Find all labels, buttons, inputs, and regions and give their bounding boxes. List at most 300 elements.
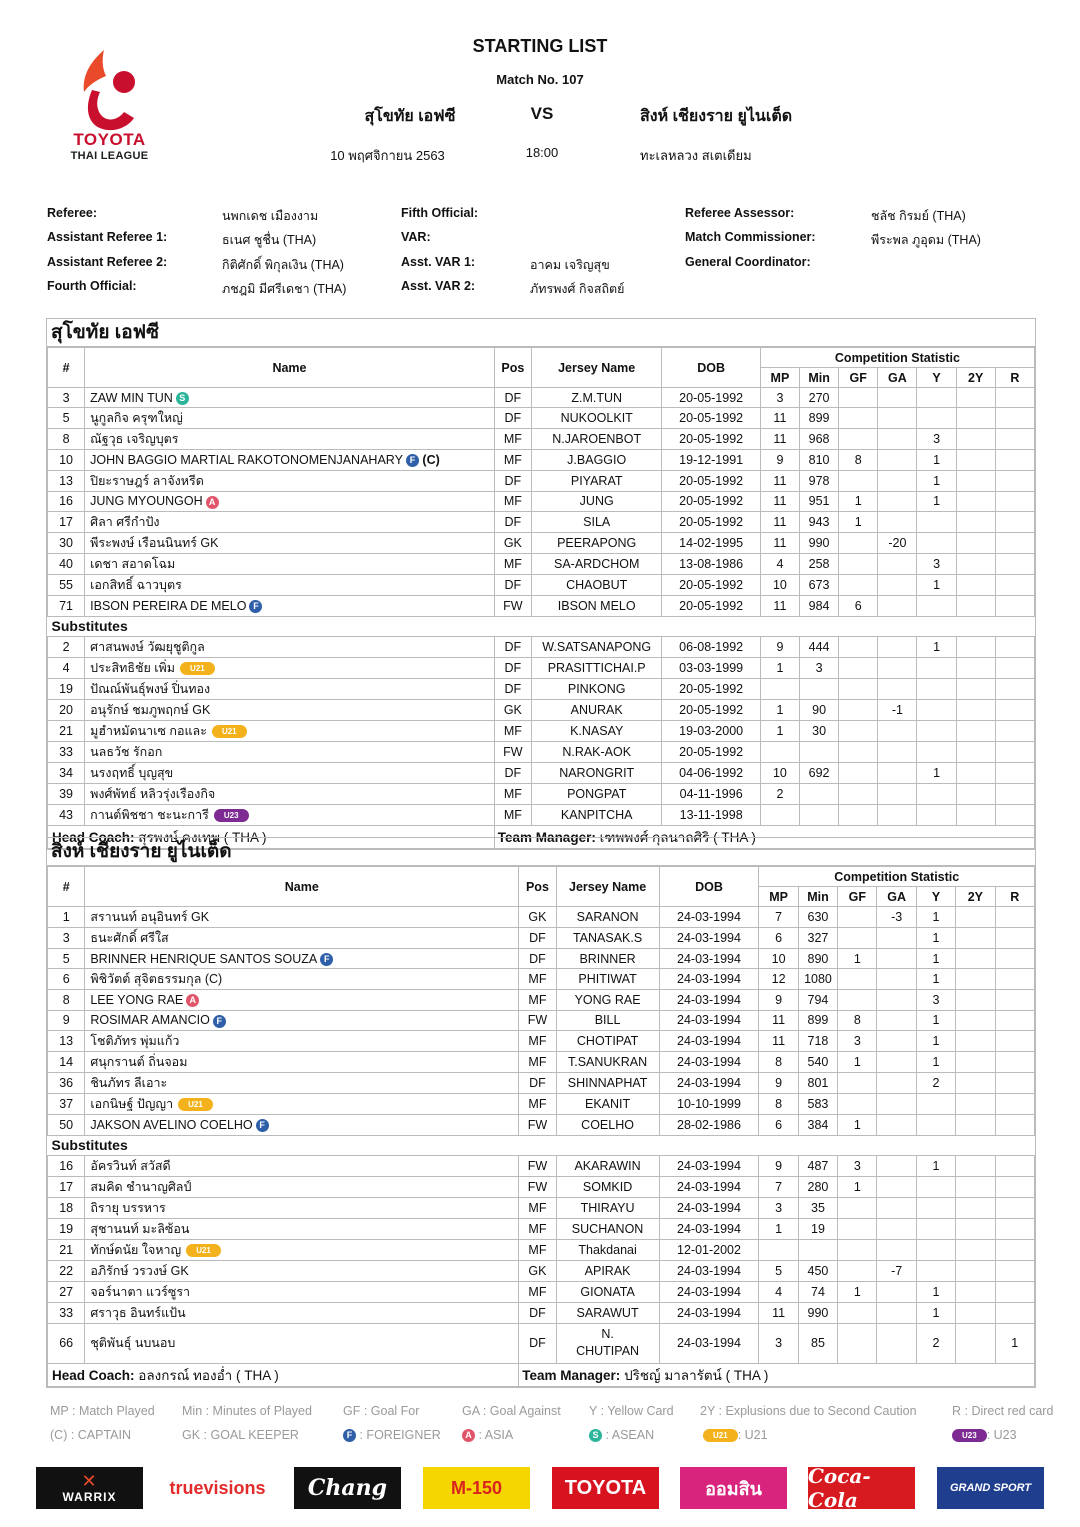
stat-min: 718	[798, 1031, 837, 1052]
player-number: 50	[48, 1115, 85, 1135]
player-pos: MF	[519, 969, 556, 990]
player-dob: 14-02-1995	[662, 533, 760, 554]
stat-ga	[877, 1031, 916, 1052]
stat-min: 74	[798, 1281, 837, 1302]
stat-y2	[956, 388, 995, 408]
stat-y	[916, 1239, 955, 1260]
col-number-header: #	[48, 867, 85, 907]
stat-min	[798, 1239, 837, 1260]
player-number: 21	[48, 720, 85, 741]
player-pos: GK	[494, 533, 531, 554]
player-name: นูกูลกิจ ครุฑใหญ่	[90, 411, 183, 426]
player-jersey-cell	[556, 1218, 659, 1239]
player-number: 14	[48, 1052, 85, 1073]
player-number: 71	[48, 596, 85, 616]
player-jersey: SILA	[583, 515, 611, 530]
player-number: 39	[48, 783, 85, 804]
player-jersey: SOMKID	[582, 1179, 633, 1194]
stat-min: 990	[798, 1302, 837, 1323]
player-pos: MF	[494, 783, 531, 804]
player-jersey-cell	[556, 1115, 659, 1135]
player-jersey: SHINNAPHAT	[567, 1076, 648, 1091]
player-jersey: AKARAWIN	[574, 1158, 641, 1173]
player-jersey: THIRAYU	[580, 1200, 635, 1215]
stat-r	[995, 804, 1034, 825]
player-name: ZAW MIN TUN	[90, 390, 173, 405]
col-name-header: Name	[85, 867, 519, 907]
player-jersey: T.SANUKRAN	[567, 1055, 648, 1070]
stat-gf	[838, 969, 877, 990]
stat-ga	[877, 1094, 916, 1115]
col-dob-header: DOB	[662, 348, 760, 388]
player-row	[48, 533, 1035, 554]
sponsor-strip	[36, 1464, 1046, 1512]
player-pos: GK	[519, 907, 556, 928]
commissioner-value: พีระพล ภูอุดม (THA)	[871, 233, 981, 247]
col-y2-header: 2Y	[956, 368, 995, 388]
player-row	[48, 1260, 1035, 1281]
foreigner-badge-icon: F	[343, 1429, 356, 1442]
player-pos: MF	[519, 1094, 556, 1115]
player-pos: MF	[519, 1052, 556, 1073]
player-jersey: PINKONG	[567, 681, 626, 696]
player-row	[48, 762, 1035, 783]
player-row	[48, 949, 1035, 969]
col-pos-header: Pos	[494, 348, 531, 388]
stat-r	[995, 1115, 1034, 1135]
stat-r	[995, 512, 1034, 533]
player-dob: 12-01-2002	[659, 1239, 759, 1260]
player-name: ศราวุธ อินทร์แป้น	[90, 1305, 186, 1320]
player-number: 37	[48, 1094, 85, 1115]
player-dob: 24-03-1994	[659, 1260, 759, 1281]
player-name-cell	[85, 969, 519, 990]
stat-y	[917, 678, 956, 699]
referee-label: Referee:	[47, 206, 98, 220]
player-jersey-cell	[556, 1260, 659, 1281]
stat-r	[995, 1094, 1034, 1115]
stat-y2	[956, 1281, 995, 1302]
player-name-cell	[85, 907, 519, 928]
team-title: สุโขทัย เอฟซี	[47, 319, 1035, 347]
player-name: พิชิวัตต์ สุจิตธรรมกุล (C)	[90, 972, 223, 987]
player-dob: 24-03-1994	[659, 1176, 759, 1197]
player-number: 4	[48, 657, 85, 678]
player-jersey: IBSON MELO	[557, 598, 636, 613]
competition-statistic-header: Competition Statistic	[759, 867, 1035, 887]
stat-min: 951	[800, 491, 839, 511]
substitutes-row	[48, 616, 1035, 636]
player-row	[48, 928, 1035, 949]
stat-y2	[956, 1218, 995, 1239]
col-min-header: Min	[798, 887, 837, 907]
player-jersey: Z.M.TUN	[571, 390, 623, 405]
asean-badge-icon: S	[589, 1429, 602, 1442]
legend-u21: U21 : U21	[703, 1428, 768, 1442]
stat-y: 1	[916, 928, 955, 949]
stat-y2	[956, 1239, 995, 1260]
stat-mp: 1	[760, 699, 799, 720]
stat-y: 1	[917, 575, 956, 596]
stat-r	[995, 990, 1034, 1010]
player-jersey-line2: CHUTIPAN	[576, 1344, 640, 1359]
col-ga-header: GA	[878, 368, 917, 388]
match-venue: ทะเลหลวง สเตเดียม	[640, 148, 752, 163]
player-name: ธนะศักดิ์ ศรีใส	[90, 931, 169, 945]
stat-y2	[956, 636, 995, 657]
stat-min: 85	[798, 1323, 837, 1363]
player-name: เอกนิษฐ์ ปัญญา	[90, 1097, 174, 1112]
player-jersey: ANURAK	[570, 702, 623, 717]
player-jersey-cell	[556, 1302, 659, 1323]
head-coach-cell	[48, 1363, 519, 1386]
player-name: ทักษ์ดนัย ใจหาญ	[90, 1242, 182, 1257]
stat-y	[917, 596, 956, 616]
col-min-header: Min	[800, 368, 839, 388]
stat-gf	[838, 990, 877, 1010]
player-dob: 13-11-1998	[662, 804, 760, 825]
team-title: สิงห์ เชียงราย ยูไนเต็ด	[47, 838, 1035, 866]
stat-gf	[839, 762, 878, 783]
stat-y2	[956, 804, 995, 825]
stat-ga	[878, 388, 917, 408]
stat-r	[995, 1155, 1034, 1176]
player-row	[48, 678, 1035, 699]
player-jersey-cell	[531, 699, 662, 720]
player-row	[48, 907, 1035, 928]
player-number: 33	[48, 1302, 85, 1323]
stat-min: 327	[798, 928, 837, 949]
player-jersey: W.SATSANAPONG	[542, 639, 652, 654]
page-title: STARTING LIST	[472, 36, 608, 56]
stat-min: 270	[800, 388, 839, 408]
stat-r	[995, 470, 1034, 491]
away-team-section	[46, 837, 1036, 1388]
player-pos: DF	[519, 1302, 556, 1323]
stat-min: 19	[798, 1218, 837, 1239]
u21-badge-icon: U21	[703, 1429, 738, 1442]
player-number: 9	[48, 1010, 85, 1030]
player-name: เดชา สอาดโฉม	[90, 557, 176, 572]
player-jersey-cell	[531, 512, 662, 533]
stat-mp: 3	[760, 388, 799, 408]
stat-min	[800, 741, 839, 762]
player-name-cell	[85, 804, 495, 825]
stat-min: 3	[800, 657, 839, 678]
stat-gf: 8	[839, 450, 878, 470]
stat-min: 673	[800, 575, 839, 596]
player-jersey: KANPITCHA	[560, 807, 633, 822]
stat-min: 968	[800, 429, 839, 450]
stat-y2	[956, 1031, 995, 1052]
col-ga-header: GA	[877, 887, 916, 907]
u23-badge-icon: U23	[214, 809, 249, 822]
stat-r	[995, 1218, 1034, 1239]
player-dob: 20-05-1992	[662, 678, 760, 699]
stat-y2	[956, 1073, 995, 1094]
stat-mp: 4	[760, 554, 799, 575]
head-coach-value: อลงกรณ์ ทองอ่ำ ( THA )	[138, 1367, 279, 1383]
player-jersey-cell	[556, 1094, 659, 1115]
player-dob: 24-03-1994	[659, 1302, 759, 1323]
player-name-cell	[85, 1115, 519, 1135]
player-dob: 24-03-1994	[659, 1031, 759, 1052]
stat-min: 890	[798, 949, 837, 969]
player-jersey-cell	[531, 636, 662, 657]
stat-ga	[878, 491, 917, 511]
stat-ga	[877, 1115, 916, 1135]
stat-min	[800, 783, 839, 804]
stat-y: 3	[916, 990, 955, 1010]
player-jersey: PIYARAT	[570, 473, 623, 488]
player-name-cell	[85, 408, 495, 429]
player-name-cell	[85, 928, 519, 949]
player-number: 36	[48, 1073, 85, 1094]
player-number: 16	[48, 491, 85, 511]
match-time: 18:00	[525, 145, 559, 160]
player-row	[48, 1010, 1035, 1030]
player-jersey-cell	[556, 1176, 659, 1197]
stat-ga	[877, 949, 916, 969]
stat-gf	[838, 928, 877, 949]
stat-r	[995, 783, 1034, 804]
player-name: BRINNER HENRIQUE SANTOS SOUZA	[90, 951, 318, 966]
stat-mp: 11	[760, 470, 799, 491]
stat-mp: 9	[759, 1073, 798, 1094]
stat-gf	[839, 720, 878, 741]
player-name: LEE YONG RAE	[90, 992, 184, 1007]
player-name: สรานนท์ อนุอินทร์ GK	[90, 910, 210, 924]
player-name-cell	[85, 720, 495, 741]
player-name-cell	[85, 636, 495, 657]
player-number: 17	[48, 1176, 85, 1197]
player-name-cell	[85, 741, 495, 762]
player-pos: FW	[519, 1176, 556, 1197]
stat-r	[995, 720, 1034, 741]
player-jersey-cell	[556, 928, 659, 949]
u21-badge-icon: U21	[180, 662, 215, 675]
assessor-value: ชลัช กิรมย์ (THA)	[871, 209, 966, 223]
player-dob: 20-05-1992	[662, 408, 760, 429]
stat-y2	[956, 596, 995, 616]
player-dob: 19-12-1991	[662, 450, 760, 470]
player-dob: 03-03-1999	[662, 657, 760, 678]
player-pos: MF	[494, 491, 531, 511]
player-number: 5	[48, 408, 85, 429]
stat-y	[917, 720, 956, 741]
stat-mp: 2	[760, 783, 799, 804]
player-dob: 20-05-1992	[662, 699, 760, 720]
stat-r	[995, 969, 1034, 990]
player-number: 1	[48, 907, 85, 928]
player-row	[48, 636, 1035, 657]
player-row	[48, 596, 1035, 616]
stat-y2	[956, 429, 995, 450]
player-name: ปิยะราษฎร์ ลาจังหรีด	[90, 473, 204, 488]
player-pos: MF	[494, 720, 531, 741]
stat-r	[995, 741, 1034, 762]
substitutes-row	[48, 1135, 1035, 1155]
legend-asean: S : ASEAN	[589, 1428, 654, 1442]
player-row	[48, 804, 1035, 825]
player-row	[48, 1031, 1035, 1052]
stat-r	[995, 1010, 1034, 1030]
stat-y: 1	[916, 1052, 955, 1073]
player-number: 6	[48, 969, 85, 990]
player-row	[48, 990, 1035, 1010]
stat-y: 1	[917, 470, 956, 491]
player-name-cell	[85, 575, 495, 596]
player-pos: GK	[519, 1260, 556, 1281]
stat-mp: 5	[759, 1260, 798, 1281]
avar2-value: ภัทรพงศ์ กิจสถิตย์	[530, 282, 625, 296]
player-name: ประสิทธิชัย เพิ่ม	[90, 660, 176, 675]
stat-r	[995, 636, 1034, 657]
player-jersey-cell	[556, 1197, 659, 1218]
stat-gf: 8	[838, 1010, 877, 1030]
stat-mp: 11	[759, 1031, 798, 1052]
stat-r	[995, 554, 1034, 575]
stat-r	[995, 388, 1034, 408]
legend-captain: (C) : CAPTAIN	[50, 1428, 132, 1442]
player-jersey-cell	[531, 408, 662, 429]
player-name-cell	[85, 1197, 519, 1218]
sponsor-warrix-logo: ✕ WARRIX	[36, 1467, 143, 1509]
player-row	[48, 575, 1035, 596]
player-number: 22	[48, 1260, 85, 1281]
stat-ga: -1	[878, 699, 917, 720]
player-dob: 24-03-1994	[659, 969, 759, 990]
stat-ga	[877, 1281, 916, 1302]
player-name-cell	[85, 1302, 519, 1323]
player-name-cell	[85, 512, 495, 533]
fourth-official-value: ภชฎมิ มีศรีเดชา (THA)	[222, 282, 347, 296]
stat-y2	[956, 949, 995, 969]
player-dob: 24-03-1994	[659, 1073, 759, 1094]
player-pos: MF	[494, 429, 531, 450]
player-name: พีระพงษ์ เรือนนินทร์ GK	[90, 536, 219, 551]
player-dob: 28-02-1986	[659, 1115, 759, 1135]
player-dob: 20-05-1992	[662, 470, 760, 491]
player-name-cell	[85, 678, 495, 699]
player-dob: 20-05-1992	[662, 575, 760, 596]
asia-badge-icon: A	[462, 1429, 475, 1442]
player-pos: FW	[519, 1115, 556, 1135]
player-name: นลธวัช รักอก	[90, 744, 163, 759]
staff-row	[48, 1363, 1035, 1386]
player-name: ชินภัทร ลีเอาะ	[90, 1076, 168, 1091]
player-name-cell	[85, 783, 495, 804]
stat-gf	[838, 1260, 877, 1281]
player-number: 8	[48, 429, 85, 450]
u23-badge-icon: U23	[952, 1429, 987, 1442]
stat-y2	[956, 491, 995, 511]
stat-y: 2	[916, 1073, 955, 1094]
avar1-label: Asst. VAR 1:	[401, 255, 476, 269]
avar1-value: อาคม เจริญสุข	[530, 258, 610, 272]
player-jersey-cell	[556, 969, 659, 990]
sponsor-grandsport-logo: GRAND SPORT	[937, 1467, 1044, 1509]
stat-gf	[838, 907, 877, 928]
player-jersey-cell	[531, 470, 662, 491]
stat-y: 2	[916, 1323, 955, 1363]
stat-r	[995, 1073, 1034, 1094]
player-row	[48, 657, 1035, 678]
stat-y2	[956, 783, 995, 804]
stat-ga	[878, 657, 917, 678]
stat-min	[800, 804, 839, 825]
competition-statistic-header: Competition Statistic	[760, 348, 1034, 368]
stat-min: 692	[800, 762, 839, 783]
player-dob: 24-03-1994	[659, 1323, 759, 1363]
fourth-official-label: Fourth Official:	[47, 279, 137, 293]
stat-gf	[839, 699, 878, 720]
player-jersey-cell	[556, 1239, 659, 1260]
player-name: ณัฐวุธ เจริญบุตร	[90, 432, 179, 447]
player-jersey-cell	[556, 1073, 659, 1094]
stat-ga	[877, 1197, 916, 1218]
stat-y2	[956, 969, 995, 990]
stat-min: 540	[798, 1052, 837, 1073]
player-pos: FW	[519, 1010, 556, 1030]
player-name-cell	[85, 1260, 519, 1281]
player-number: 40	[48, 554, 85, 575]
player-jersey: CHAOBUT	[566, 578, 628, 593]
head-coach-label: Head Coach:	[52, 829, 135, 845]
stat-mp: 1	[760, 720, 799, 741]
asia-badge-icon: A	[206, 496, 219, 509]
player-pos: DF	[494, 657, 531, 678]
player-row	[48, 720, 1035, 741]
player-name-cell	[85, 1155, 519, 1176]
stat-y: 1	[916, 1302, 955, 1323]
stat-r	[995, 1031, 1034, 1052]
stat-min: 899	[800, 408, 839, 429]
col-r-header: R	[995, 368, 1034, 388]
sponsor-m150-logo: M-150	[423, 1467, 530, 1509]
stat-ga	[878, 512, 917, 533]
player-name: อภิรักษ์ วรวงษ์ GK	[90, 1263, 189, 1278]
stat-y: 3	[917, 554, 956, 575]
player-jersey-cell	[531, 657, 662, 678]
player-name: ชุติพันธุ์ นบนอบ	[90, 1336, 176, 1351]
stat-y2	[956, 657, 995, 678]
player-name: อนุรักษ์ ชมภูพฤกษ์ GK	[90, 702, 211, 717]
stat-r	[995, 429, 1034, 450]
col-gf-header: GF	[838, 887, 877, 907]
stat-r	[995, 1197, 1034, 1218]
player-dob: 04-06-1992	[662, 762, 760, 783]
player-number: 2	[48, 636, 85, 657]
stat-gf: 1	[838, 1115, 877, 1135]
player-dob: 24-03-1994	[659, 928, 759, 949]
fifth-official-label: Fifth Official:	[401, 206, 479, 220]
lineup-table	[47, 866, 1035, 1387]
player-pos: MF	[494, 450, 531, 470]
stat-gf	[839, 408, 878, 429]
stat-ga	[878, 596, 917, 616]
stat-min: 978	[800, 470, 839, 491]
stat-mp: 11	[760, 596, 799, 616]
player-pos: DF	[494, 388, 531, 408]
stat-y2	[956, 533, 995, 554]
player-name-cell	[85, 1094, 519, 1115]
u21-badge-icon: U21	[186, 1244, 221, 1257]
stat-r	[995, 1239, 1034, 1260]
stat-mp: 11	[760, 533, 799, 554]
lineup-table	[47, 347, 1035, 849]
stat-gf: 1	[839, 512, 878, 533]
